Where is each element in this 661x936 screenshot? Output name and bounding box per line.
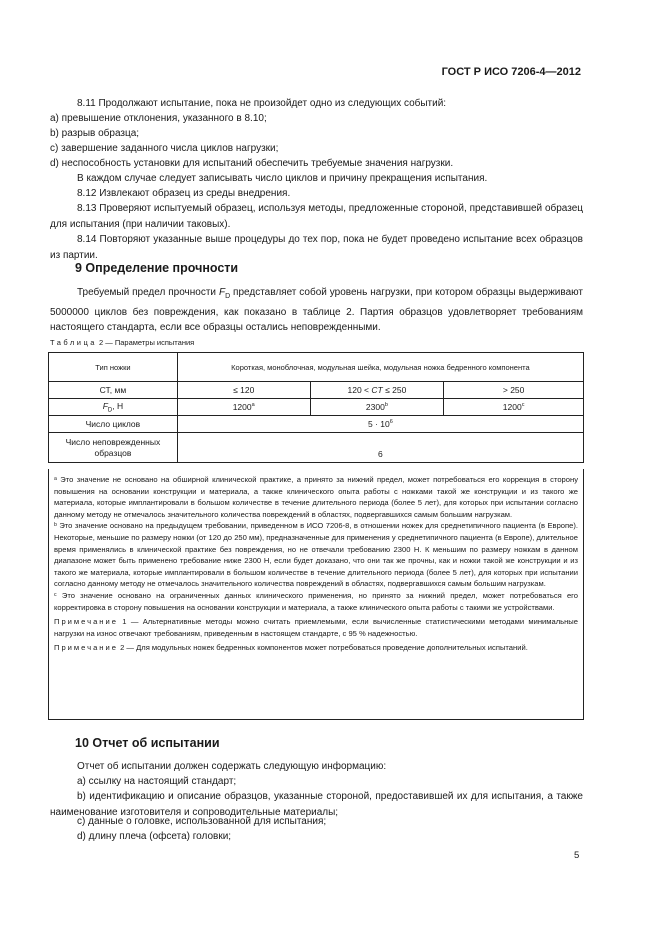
fd-symbol: F	[102, 400, 108, 411]
fd-value-1	[177, 399, 310, 416]
ct-value-3: > 250	[444, 382, 584, 399]
table-row-intact	[49, 433, 584, 463]
clause-8-13: 8.13 Проверяют испытуемый образец, используя методы, предложенные стороной, представившей образец для испытания (при наличии таковых).	[50, 203, 583, 230]
report-intro: Отчет об испытании должен содержать следующую информацию:	[77, 761, 387, 772]
fd1-footnote-mark: a	[251, 402, 255, 409]
fd-symbol-inline: F	[218, 287, 226, 298]
list-item-b: b) разрыв образца;	[50, 128, 140, 139]
note-2	[54, 642, 578, 654]
clause-8-11: 8.11 Продолжают испытание, пока не произойдет одно из следующих событий:	[77, 98, 447, 109]
table-notes	[48, 469, 584, 720]
footnote-c: ᶜ Это значение основано на ограниченных данных клинического применения, но принято за нижний предел, может потребоваться его корректировка в сторону повышения на основании конструкции и материала, а также клинического опыта работы с такими же устройствами.	[54, 590, 578, 612]
fd-value-3	[444, 399, 584, 416]
note-1-text: 1 — Альтернативные методы можно считать приемлемыми, если вычисленные статистическими методами минимальные нагрузки на износ отвечают требованиям, приведенным в настоящем стандарте, с 95 % надежностью.	[54, 617, 578, 638]
fd-subscript-inline: D	[225, 293, 231, 300]
table-header-row	[49, 353, 584, 382]
list-item-d: d) неспособность установки для испытаний обеспечить требуемые значения нагрузки.	[50, 158, 454, 169]
head-stem-type: Тип ножки	[49, 353, 178, 382]
head-stem-kinds: Короткая, моноблочная, модульная шейка, модульная ножка бедренного компонента	[177, 353, 583, 382]
case-note: В каждом случае следует записывать число циклов и причину прекращения испытания.	[77, 173, 488, 184]
intact-label: Число неповрежденных образцов	[49, 433, 178, 463]
fd-unit: , Н	[112, 400, 124, 411]
table-caption-title: 2 — Параметры испытания	[99, 338, 195, 347]
table-row-cycles	[49, 416, 584, 433]
list-item-c: c) завершение заданного числа циклов нагрузки;	[50, 143, 279, 154]
note-1	[54, 616, 578, 639]
fd3-footnote-mark: c	[521, 402, 525, 409]
cycles-label: Число циклов	[49, 416, 178, 433]
ct-value-1: ≤ 120	[177, 382, 310, 399]
table-row-ct	[49, 382, 584, 399]
section-10-title: 10 Отчет об испытании	[75, 736, 220, 750]
cycles-exponent: 6	[389, 419, 393, 426]
fd-subscript: D	[107, 407, 113, 414]
intact-value: 6	[177, 433, 583, 463]
footnote-a: ᵃ Это значение не основано на обширной клинической практике, а принято за нижний предел, может потребоваться его коррекция в сторону повышения на основании конструкции и материала, а также клинического опыта работы с ножками такой же конструкции и из такого же материала, которые имплантировали в большом количестве в течение длительного периода (более 5 лет), для которых при испытании согласно данному методу не отмечалось значительного количества повреждений в областях, подвергавшихся самым большим нагрузкам.	[54, 475, 578, 519]
ct2-prefix: 120 <	[347, 385, 372, 395]
footnote-b: ᵇ Это значение основано на предыдущем требовании, приведенном в ИСО 7206-8, в отношении ножек для среднетипичного пациента (в Европе). Некоторые, меньшие по размеру ножки (от 120 до 250 мм), предназначенные для применения у среднетипичного пациента (в Европе), длительное время применялись в клинической практике без повреждения, но не отвечали требованию 2300 Н. К меньшим по размеру ножкам в данном диапазоне может быть применено требование ниже 2300 Н, если будет доказано, что они так же прочны, как и ножки такой же конструкции и из такого же материала, которые имплантировали в большом количестве в течение длительного периода (более 5 лет), для которых при испытании согласно данному методу не отмечалось значительного количества повреждений в областях, подвергавшихся самым большим нагрузкам.	[54, 521, 578, 589]
ct2-suffix: ≤ 250	[382, 385, 407, 395]
clause-8-14: 8.14 Повторяют указанные выше процедуры до тех пор, пока не будет проведено испытание всех образцов из партии.	[50, 234, 583, 261]
fd2-number: 2300	[365, 402, 385, 412]
report-item-a: а) ссылку на настоящий стандарт;	[77, 776, 237, 787]
report-item-c: c) данные о головке, использованной для испытания;	[77, 816, 327, 827]
fd-value-2	[310, 399, 444, 416]
fd-label	[49, 399, 178, 416]
section-9-text-content: Требуемый предел прочности $F_D$ представляет собой уровень нагрузки, при котором образцы выдерживают 5000000 циклов без повреждения, как показано в таблице 2. Партия образцов удовлетворяет требованиям настоящего стандарта, если все образцы остались неповрежденными.	[50, 287, 584, 333]
list-item-a: а) превышение отклонения, указанного в 8.10;	[50, 113, 267, 124]
ct-label: СТ, мм	[49, 382, 178, 399]
section-9-title: 9 Определение прочности	[75, 261, 239, 275]
clause-8-12: 8.12 Извлекают образец из среды внедрения.	[77, 188, 291, 199]
fd1-number: 1200	[232, 402, 252, 412]
section-9-text	[50, 285, 583, 336]
cycles-mantissa: 5 · 10	[368, 419, 390, 429]
table-row-fd	[49, 399, 584, 416]
page-number: 5	[574, 850, 580, 861]
table-caption-word: Таблица	[50, 338, 97, 347]
ct-value-2	[310, 382, 444, 399]
document-header: ГОСТ Р ИСО 7206-4—2012	[441, 66, 581, 78]
table-caption	[50, 338, 194, 347]
note-2-text: 2 — Для модульных ножек бедренных компонентов может потребоваться проведение дополнительных испытаний.	[120, 643, 528, 653]
fd2-footnote-mark: b	[384, 402, 388, 409]
cycles-value	[177, 416, 583, 433]
test-parameters-table	[48, 352, 584, 463]
report-item-d: d) длину плеча (офсета) головки;	[77, 831, 232, 842]
fd3-number: 1200	[502, 402, 522, 412]
ct2-symbol: CT	[371, 385, 383, 395]
report-item-b: b) идентификацию и описание образцов, указанные стороной, предоставившей их для испытания, а также наименование изготовителя и сопроводительные материалы;	[50, 791, 583, 818]
note-1-label: Примечание	[54, 617, 118, 627]
note-2-label: Примечание	[54, 643, 118, 653]
